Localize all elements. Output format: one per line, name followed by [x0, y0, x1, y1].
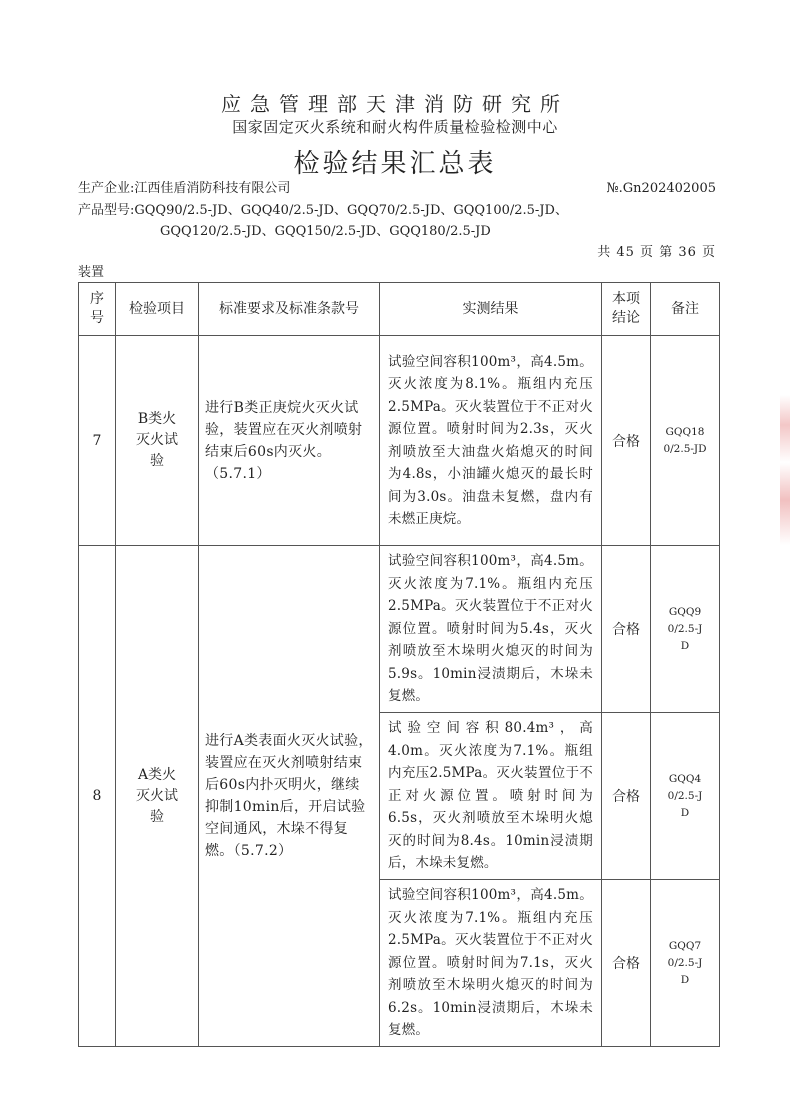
- row-note: GQQ180/2.5-JD: [651, 336, 720, 546]
- model-label: 产品型号:: [78, 203, 135, 218]
- header-seq: 序号: [79, 283, 116, 336]
- org-name-line1: 应急管理部天津消防研究所: [221, 92, 569, 116]
- page-count: 共 45 页 第 36 页: [597, 245, 716, 260]
- header-note: 备注: [651, 283, 720, 336]
- company-name: 江西佳盾消防科技有限公司: [134, 181, 291, 196]
- results-table: [78, 282, 720, 1047]
- row-note: GQQ70/2.5-JD: [651, 880, 720, 1047]
- model-list-1: GQQ90/2.5-JD、GQQ40/2.5-JD、GQQ70/2.5-JD、GQQ100/2.5-JD、: [134, 203, 568, 218]
- header-item: 检验项目: [116, 283, 199, 336]
- org-name-line2: 国家固定灭火系统和耐火构件质量检验检测中心: [232, 118, 558, 136]
- seal-edge-mark: [780, 395, 790, 545]
- model-list-2: GQQ120/2.5-JD、GQQ150/2.5-JD、GQQ180/2.5-JD: [160, 224, 491, 239]
- header-result: 实测结果: [380, 283, 602, 336]
- row-note: GQQ90/2.5-JD: [651, 546, 720, 713]
- row-seq: 8: [79, 546, 116, 1047]
- row-conclusion: 合格: [602, 880, 651, 1047]
- report-number: №.Gn202402005: [606, 181, 716, 196]
- table-row: [79, 546, 720, 713]
- company-line: [78, 180, 290, 198]
- header-conclusion: 本项结论: [602, 283, 651, 336]
- row-result: 试验空间容积80.4m³，高4.0m。灭火浓度为7.1%。瓶组内充压2.5MPa。灭火装置位于不正对火源位置。喷射时间为6.5s，灭火剂喷放至木垛明火熄灭的时间为8.4s。10min浸渍期后，木垛未复燃。: [380, 713, 602, 880]
- row-result: 试验空间容积100m³，高4.5m。灭火浓度为8.1%。瓶组内充压2.5MPa。灭火装置位于不正对火源位置。喷射时间为2.3s，灭火剂喷放至大油盘火焰熄灭的时间为4.8s，小油罐火熄灭的最长时间为3.0s。油盘未复燃，盘内有未燃正庚烷。: [380, 336, 602, 546]
- row-conclusion: 合格: [602, 336, 651, 546]
- header-standard: 标准要求及标准条款号: [199, 283, 380, 336]
- document-title: 检验结果汇总表: [293, 149, 497, 179]
- row-conclusion: 合格: [602, 713, 651, 880]
- company-label: 生产企业:: [78, 181, 135, 196]
- row-item: A类火灭火试验: [116, 546, 199, 1047]
- device-label: 装置: [78, 265, 105, 280]
- row-conclusion: 合格: [602, 546, 651, 713]
- row-result: 试验空间容积100m³，高4.5m。灭火浓度为7.1%。瓶组内充压2.5MPa。灭火装置位于不正对火源位置。喷射时间为5.4s，灭火剂喷放至木垛明火熄灭的时间为5.9s。10min浸渍期后，木垛未复燃。: [380, 546, 602, 713]
- row-item: B类火灭火试验: [116, 336, 199, 546]
- row-note: GQQ40/2.5-JD: [651, 713, 720, 880]
- row-standard: 进行B类正庚烷火灭火试验，装置应在灭火剂喷射结束后60s内灭火。（5.7.1）: [199, 336, 380, 546]
- row-result: 试验空间容积100m³，高4.5m。灭火浓度为7.1%。瓶组内充压2.5MPa。灭火装置位于不正对火源位置。喷射时间为7.1s，灭火剂喷放至木垛明火熄灭的时间为6.2s。10min浸渍期后，木垛未复燃。: [380, 880, 602, 1047]
- model-line: [78, 202, 568, 220]
- table-row: [79, 336, 720, 546]
- table-header-row: [79, 283, 720, 336]
- row-standard: 进行A类表面火灭火试验，装置应在灭火剂喷射结束后60s内扑灭明火，继续抑制10min后，开启试验空间通风，木垛不得复燃。（5.7.2）: [199, 546, 380, 1047]
- row-seq: 7: [79, 336, 116, 546]
